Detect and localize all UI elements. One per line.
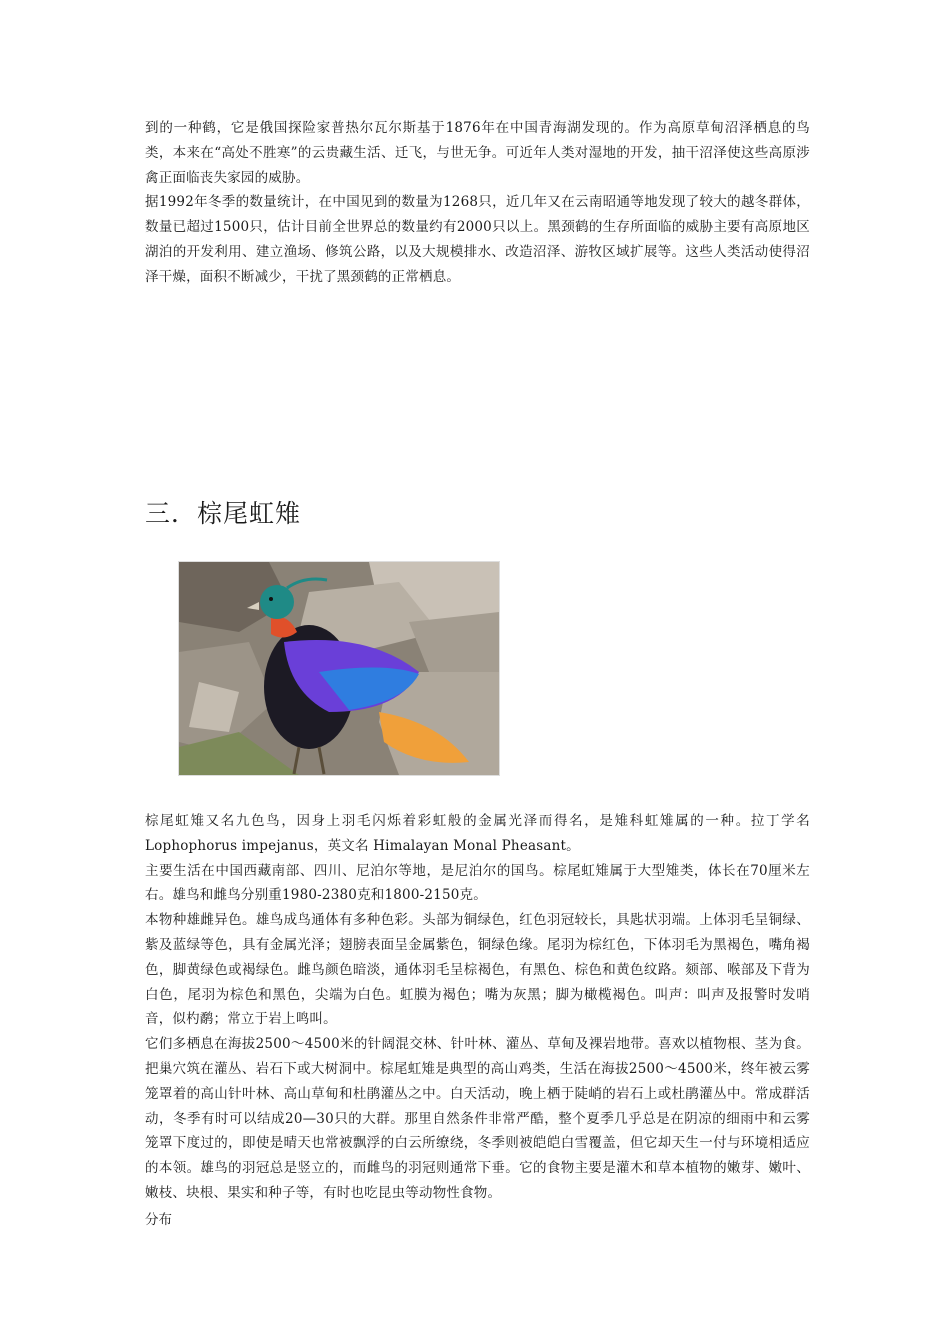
monal-text-block (145, 809, 810, 1206)
intro-text-block (145, 116, 810, 290)
section-heading: 三．棕尾虹雉 (145, 499, 302, 528)
paragraph-crane-population: 据1992年冬季的数量统计，在中国见到的数量为1268只，近几年又在云南昭通等地发现了较大的越冬群体，数量已超过1500只，估计目前全世界总的数量约有2000只以上。黑颈鹤的生存所面临的威胁主要有高原地区湖泊的开发利用、建立渔场、修筑公路，以及大规模排水、改造沼泽、游牧区域扩展等。这些人类活动使得沼泽干燥，面积不断减少，干扰了黑颈鹤的正常栖息。 (145, 194, 810, 285)
paragraph-monal-range: 主要生活在中国西藏南部、四川、尼泊尔等地，是尼泊尔的国鸟。棕尾虹雉属于大型雉类，体长在70厘米左右。雄鸟和雌鸟分别重1980-2380克和1800-2150克。 (145, 862, 810, 904)
paragraph-monal-name: 棕尾虹雉又名九色鸟，因身上羽毛闪烁着彩虹般的金属光泽而得名，是雉科虹雉属的一种。拉丁学名Lophophorus impejanus，英文名 Himalayan Monal Pheasant。 (145, 813, 810, 854)
monal-pheasant-photo (178, 561, 500, 776)
distribution-label: 分布 (145, 1212, 172, 1228)
paragraph-monal-habitat: 它们多栖息在海拔2500～4500米的针阔混交林、针叶林、灌丛、草甸及裸岩地带。喜欢以植物根、茎为食。把巢穴筑在灌丛、岩石下或大树洞中。棕尾虹雉是典型的高山鸡类，生活在海拔2500～4500米，终年被云雾笼罩着的高山针叶林、高山草甸和杜鹃灌丛之中。白天活动，晚上栖于陡峭的岩石上或杜鹃灌丛中。常成群活动，冬季有时可以结成20—30只的大群。那里自然条件非常严酷，整个夏季几乎总是在阴凉的细雨中和云雾笼罩下度过的，即使是晴天也常被飘浮的白云所缭绕，冬季则被皑皑白雪覆盖，但它却天生一付与环境相适应的本领。雄鸟的羽冠总是竖立的，而雌鸟的羽冠则通常下垂。它的食物主要是灌木和草本植物的嫩芽、嫩叶、嫩枝、块根、果实和种子等，有时也吃昆虫等动物性食物。 (145, 1036, 810, 1201)
paragraph-crane-discovery: 到的一种鹤，它是俄国探险家普热尔瓦尔斯基于1876年在中国青海湖发现的。作为高原草甸沼泽栖息的鸟类，本来在“高处不胜寒”的云贵藏生活、迁飞，与世无争。可近年人类对湿地的开发，抽干沼泽使这些高原涉禽正面临丧失家园的威胁。 (145, 120, 810, 186)
paragraph-monal-appearance: 本物种雄雌异色。雄鸟成鸟通体有多种色彩。头部为铜绿色，红色羽冠较长，具匙状羽端。上体羽毛呈铜绿、紫及蓝绿等色，具有金属光泽；翅膀表面呈金属紫色，铜绿色缘。尾羽为棕红色，下体羽毛为黑褐色，嘴角褐色，脚黄绿色或褐绿色。雌鸟颜色暗淡，通体羽毛呈棕褐色，有黑色、棕色和黄色纹路。颏部、喉部及下背为白色，尾羽为棕色和黑色，尖端为白色。虹膜为褐色；嘴为灰黑；脚为橄榄褐色。叫声：叫声及报警时发哨音，似杓鹬；常立于岩上鸣叫。 (145, 912, 810, 1028)
